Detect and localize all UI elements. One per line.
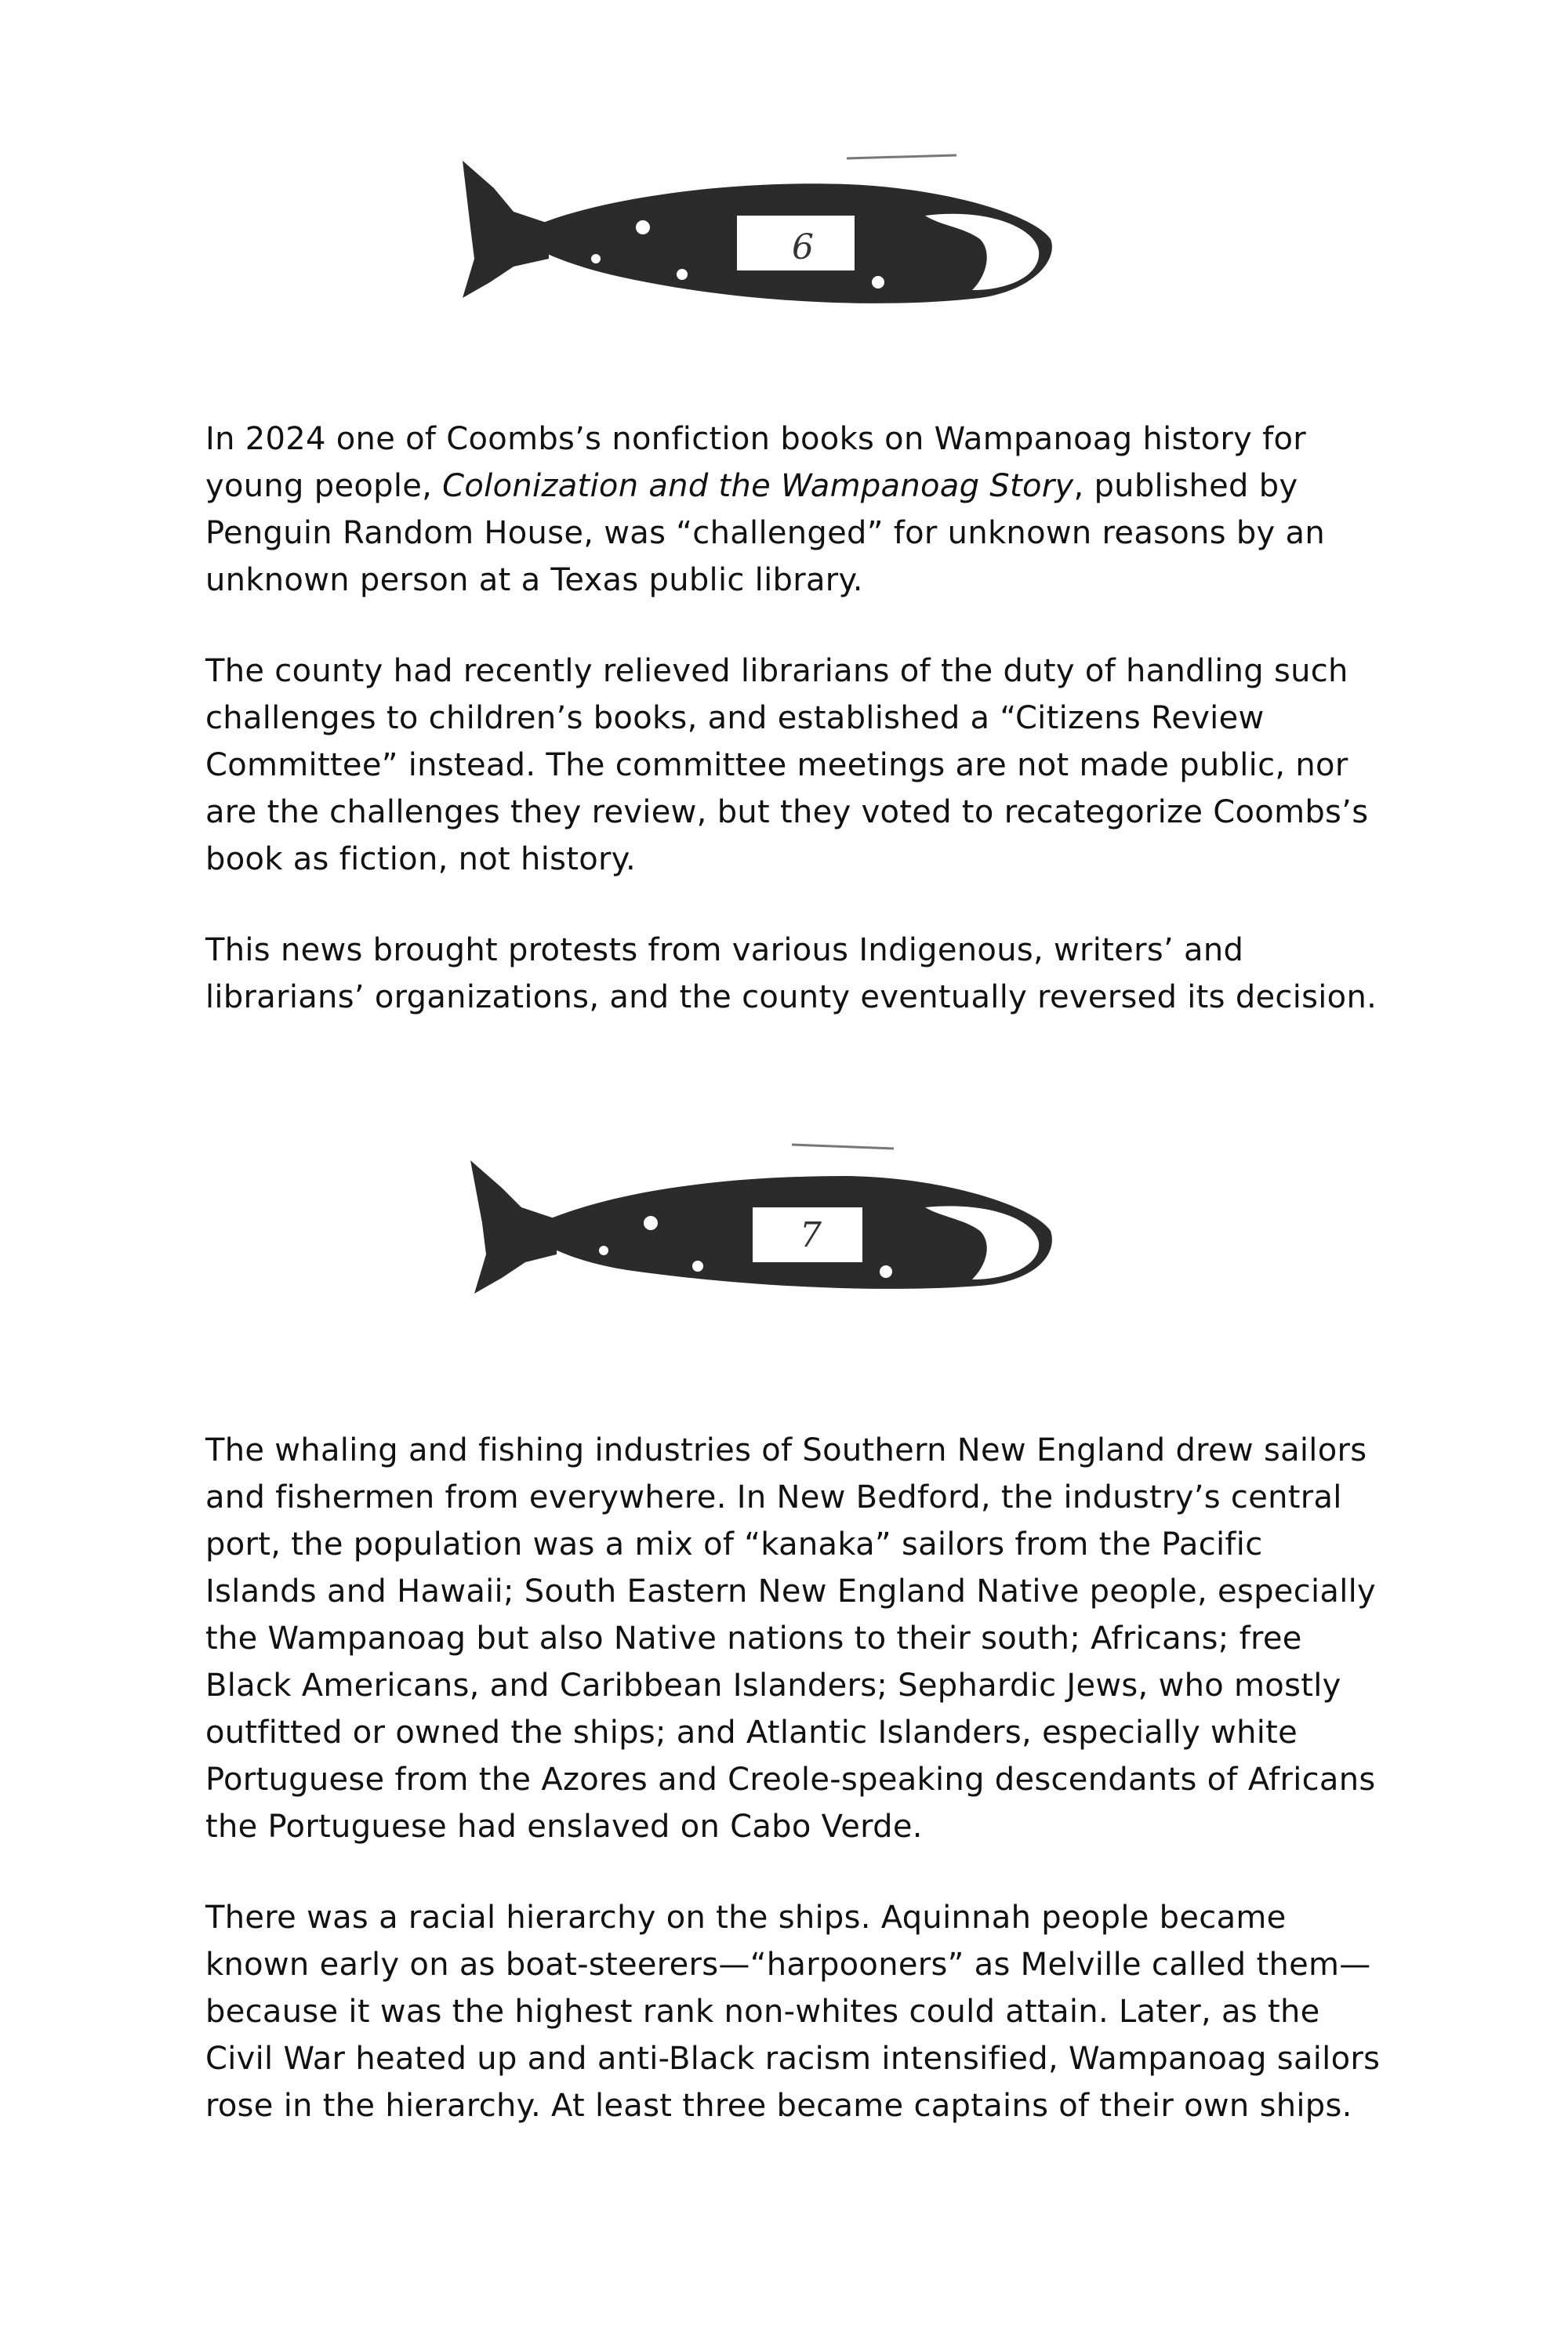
section-one [205,416,1381,1065]
section-two [205,1427,1381,2173]
paragraph: There was a racial hierarchy on the ships. Aquinnah people became known early on as boat-steerers—“harpooners” as Melville called them—because it was the highest rank non-whites could attain. Later, as the Civil War heated up and anti-Black racism intensified, Wampanoag sailors rose in the hierarchy. At least three became captains of their own ships. [205,1900,1381,2124]
paragraph: The county had recently relieved librarians of the duty of handling such challenges to children’s books, and established a “Citizens Review Committee” instead. The committee meetings are not made public, nor are the challenges they review, but they voted to recategorize Coombs’s book as fiction, not history. [205,653,1369,877]
illustration-number: 6 [792,227,814,267]
whale-tail [470,1160,557,1294]
paragraph: This news brought protests from various Indigenous, writers’ and librarians’ organizations, and the county eventually reversed its decision. [205,932,1377,1015]
whale-icon [439,141,1066,321]
whale-tail [463,161,549,298]
whale-icon [439,1129,1066,1309]
paragraph: The whaling and fishing industries of Southern New England drew sailors and fishermen from everywhere. In New Bedford, the industry’s central port, the population was a mix of “kanaka” sailors from the Pacific Islands and Hawaii; South Eastern New England Native people, especially the Wampanoag but also Native nations to their south; Africans; free Black Americans, and Caribbean Islanders; Sephardic Jews, who mostly outfitted or owned the ships; and Atlantic Islanders, especially white Portuguese from the Azores and Creole-speaking descendants of Africans the Portuguese had enslaved on Cabo Verde. [205,1432,1377,1845]
paragraph: In 2024 one of Coombs’s nonfiction books on Wampanoag history for young people, Colonization and the Wampanoag Story, published by Penguin Random House, was “challenged” for unknown reasons by an unknown person at a Texas public library. [205,421,1325,598]
book-title: Colonization and the Wampanoag Story [442,468,1074,504]
illustration-number: 7 [800,1215,822,1255]
